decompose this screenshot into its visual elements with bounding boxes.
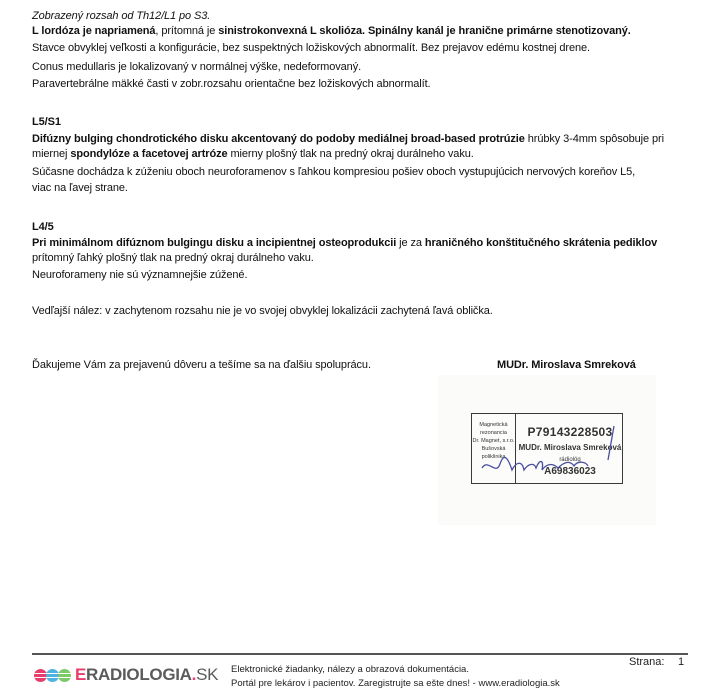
page-label: Strana: (629, 656, 665, 668)
eradiologia-logo[interactable] (34, 665, 218, 685)
stamp-role: rádiológ (559, 457, 581, 463)
doctor-stamp (471, 413, 623, 484)
l5s1-line-4: viac na ľavej strane. (32, 182, 128, 194)
footer-tagline (231, 663, 560, 691)
finding-bold: sinistrokonvexná L skolióza. Spinálny kanál je hranične primárne stenotizovaný. (218, 25, 631, 37)
footer-divider (32, 653, 688, 655)
stamp-facility-line: Dr. Magnet, s.r.o. (472, 438, 515, 444)
conus-finding: Conus medullaris je lokalizovaný v normálnej výške, nedeformovaný. (32, 61, 362, 73)
lordosis-finding (32, 24, 631, 39)
logo-circles-icon (34, 669, 70, 682)
finding-text: mierny plošný tlak na predný okraj durálneho vaku. (227, 148, 474, 160)
doctor-name: MUDr. Miroslava Smreková (497, 359, 636, 371)
finding-text: je za (396, 237, 425, 249)
footer-line-2: Portál pre lekárov i pacientov. Zaregistrujte sa ešte dnes! - www.eradiologia.sk (231, 678, 560, 689)
footer-line-1: Elektronické žiadanky, nálezy a obrazová dokumentácia. (231, 664, 469, 675)
l5s1-line-1 (32, 132, 664, 147)
finding-bold: spondylóze a facetovej artróze (70, 148, 228, 160)
section-heading-l5s1: L5/S1 (32, 116, 61, 128)
stamp-name: MUDr. Miroslava Smreková (518, 443, 622, 452)
vertebrae-finding: Stavce obvyklej veľkosti a konfigurácie, bez suspektných ložiskových abnormalít. Bez prejavov edému kostnej drene. (32, 42, 590, 54)
thanks-text: Ďakujeme Vám za prejavenú dôveru a tešíme sa na ďalšiu spoluprácu. (32, 359, 371, 371)
logo-wordmark (75, 665, 218, 685)
finding-bold: hraničného konštitučného skrátenia pediklov (424, 237, 658, 249)
logo-dot: . (191, 665, 197, 684)
stamp-facility-line: poliklinika (481, 454, 506, 460)
stamp-facility-line: rezonancia (480, 430, 507, 436)
paravertebral-finding: Paravertebrálne mäkké časti v zobr.rozsahu orientačne bez ložiskových abnormalít. (32, 78, 431, 90)
section-heading-l45: L4/5 (32, 221, 54, 233)
range-text: Zobrazený rozsah od Th12/L1 po S3. (32, 10, 211, 22)
stamp-facility-line: Magnetická (479, 422, 508, 428)
logo-tld: SK (196, 665, 219, 684)
finding-bold: Pri minimálnom difúznom bulgingu disku a incipientnej osteoprodukcii (32, 237, 397, 249)
finding-bold: Difúzny bulging chondrotického disku akcentovaný do podoby mediálnej broad-based protrúzie (32, 133, 525, 145)
stamp-number: A69836023 (544, 466, 596, 477)
l5s1-line-3: Súčasne dochádza k zúženiu oboch neuroforamenov s ľahkou kompresiou pošiev oboch vystupujúcich nervových koreňov L5, (32, 166, 636, 178)
l45-line-2: prítomný ľahký plošný tlak na predný okraj durálneho vaku. (32, 252, 314, 264)
logo-main-text: RADIOLOGIA (86, 665, 192, 684)
logo-circle-green-icon (58, 669, 71, 682)
l5s1-line-2 (32, 147, 474, 162)
page-number: 1 (678, 656, 685, 668)
finding-text: hrúbky 3-4mm spôsobuje pri (524, 133, 664, 145)
incidental-finding: Vedľajší nález: v zachytenom rozsahu nie je vo svojej obvyklej lokalizácii zachytená ľavá oblička. (32, 305, 493, 317)
l45-line-1 (32, 236, 657, 251)
stamp-doctor-info (518, 414, 622, 483)
finding-text: , prítomná je (155, 25, 219, 37)
l45-line-3: Neuroforameny nie sú významnejšie zúžené. (32, 269, 248, 281)
stamp-facility-line: Bušovská (481, 446, 506, 452)
finding-bold: L lordóza je napriamená (32, 25, 156, 37)
finding-text: miernej (32, 148, 71, 160)
stamp-facility (472, 414, 516, 483)
stamp-code: P79143228503 (527, 425, 613, 439)
logo-letter-e: E (75, 665, 87, 684)
